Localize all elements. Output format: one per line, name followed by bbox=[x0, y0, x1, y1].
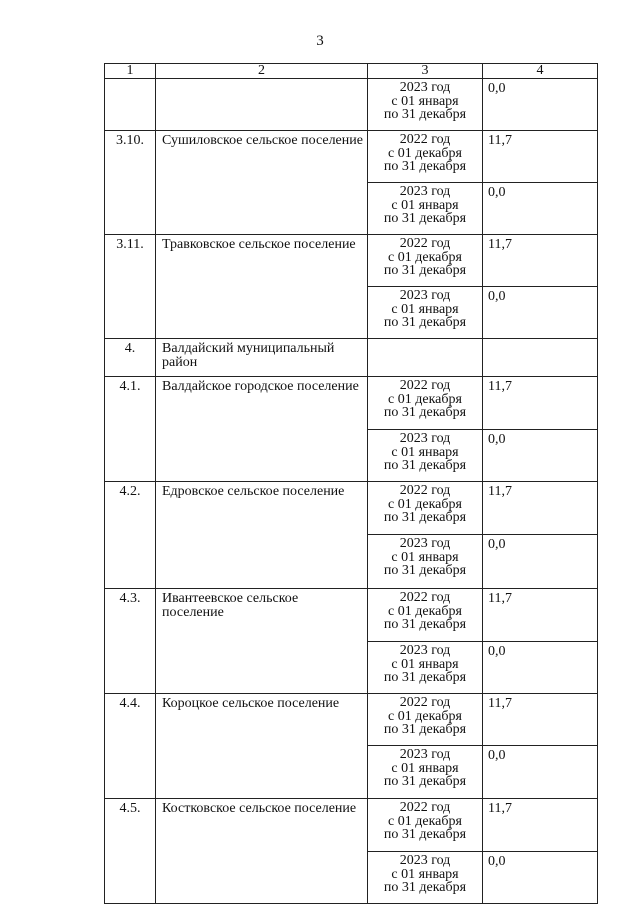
period-from: с 01 января bbox=[391, 93, 459, 109]
period-from: с 01 декабря bbox=[388, 391, 462, 407]
period-year: 2022 год bbox=[399, 378, 451, 393]
table-row bbox=[105, 799, 598, 852]
column-header: 2 bbox=[156, 64, 368, 79]
period-cell bbox=[368, 694, 483, 746]
row-name: Сушиловское сельское поселение bbox=[156, 131, 368, 235]
period-to: по 31 декабря bbox=[383, 880, 467, 895]
period-year: 2023 год bbox=[399, 747, 451, 762]
period-year: 2023 год bbox=[399, 184, 451, 199]
value-cell: 11,7 bbox=[483, 799, 598, 852]
period-from: с 01 декабря bbox=[388, 249, 462, 265]
period-year: 2023 год bbox=[399, 536, 451, 551]
period-from: с 01 декабря bbox=[388, 813, 462, 829]
period-to: по 31 декабря bbox=[383, 159, 467, 174]
value-cell: 0,0 bbox=[483, 642, 598, 694]
period-year: 2023 год bbox=[399, 643, 451, 658]
row-number bbox=[105, 79, 156, 131]
row-name: Травковское сельское поселение bbox=[156, 235, 368, 339]
row-name: Костковское сельское поселение bbox=[156, 799, 368, 904]
period-to: по 31 декабря bbox=[383, 617, 467, 632]
period-year: 2023 год bbox=[399, 288, 451, 303]
row-name: Ивантеевское сельское поселение bbox=[156, 589, 368, 694]
period-to: по 31 декабря bbox=[383, 211, 467, 226]
row-name: Валдайское городское поселение bbox=[156, 377, 368, 482]
table-row bbox=[105, 589, 598, 642]
period-cell bbox=[368, 183, 483, 235]
value-cell: 0,0 bbox=[483, 535, 598, 589]
period-year: 2022 год bbox=[399, 236, 451, 251]
row-number: 4. bbox=[105, 339, 156, 377]
value-cell: 11,7 bbox=[483, 482, 598, 535]
period-cell bbox=[368, 482, 483, 535]
period-cell bbox=[368, 852, 483, 904]
period-year: 2022 год bbox=[399, 590, 451, 605]
period-from: с 01 декабря bbox=[388, 708, 462, 724]
period-to: по 31 декабря bbox=[383, 458, 467, 473]
period-cell bbox=[368, 430, 483, 482]
table-row bbox=[105, 131, 598, 183]
period-cell bbox=[368, 746, 483, 799]
row-name: Валдайский муниципальный район bbox=[156, 339, 368, 377]
row-number: 4.5. bbox=[105, 799, 156, 904]
period-from: с 01 января bbox=[391, 760, 459, 776]
row-name: Короцкое сельское поселение bbox=[156, 694, 368, 799]
value-cell: 0,0 bbox=[483, 852, 598, 904]
period-cell bbox=[368, 339, 483, 377]
value-cell: 11,7 bbox=[483, 235, 598, 287]
period-to: по 31 декабря bbox=[383, 315, 467, 330]
period-year: 2023 год bbox=[399, 80, 451, 95]
row-number: 3.11. bbox=[105, 235, 156, 339]
row-number: 3.10. bbox=[105, 131, 156, 235]
row-number: 4.3. bbox=[105, 589, 156, 694]
value-cell: 11,7 bbox=[483, 377, 598, 430]
period-to: по 31 декабря bbox=[383, 827, 467, 842]
table-row bbox=[105, 694, 598, 746]
period-to: по 31 декабря bbox=[383, 670, 467, 685]
period-from: с 01 января bbox=[391, 866, 459, 882]
period-year: 2022 год bbox=[399, 695, 451, 710]
table-row bbox=[105, 79, 598, 131]
value-cell: 0,0 bbox=[483, 79, 598, 131]
period-from: с 01 декабря bbox=[388, 496, 462, 512]
period-cell bbox=[368, 799, 483, 852]
period-cell bbox=[368, 377, 483, 430]
column-header: 1 bbox=[105, 64, 156, 79]
period-cell bbox=[368, 79, 483, 131]
period-from: с 01 декабря bbox=[388, 145, 462, 161]
row-number: 4.4. bbox=[105, 694, 156, 799]
period-year: 2022 год bbox=[399, 132, 451, 147]
value-cell: 11,7 bbox=[483, 589, 598, 642]
period-to: по 31 декабря bbox=[383, 510, 467, 525]
period-to: по 31 декабря bbox=[383, 722, 467, 737]
period-cell bbox=[368, 589, 483, 642]
period-to: по 31 декабря bbox=[383, 107, 467, 122]
value-cell: 11,7 bbox=[483, 694, 598, 746]
row-number: 4.1. bbox=[105, 377, 156, 482]
period-from: с 01 января bbox=[391, 444, 459, 460]
row-number: 4.2. bbox=[105, 482, 156, 589]
period-to: по 31 декабря bbox=[383, 405, 467, 420]
period-cell bbox=[368, 535, 483, 589]
value-cell: 11,7 bbox=[483, 131, 598, 183]
table-row bbox=[105, 235, 598, 287]
value-cell: 0,0 bbox=[483, 430, 598, 482]
column-header: 3 bbox=[368, 64, 483, 79]
row-name bbox=[156, 79, 368, 131]
table-header-row bbox=[105, 64, 598, 79]
period-year: 2022 год bbox=[399, 483, 451, 498]
period-year: 2022 год bbox=[399, 800, 451, 815]
period-cell bbox=[368, 642, 483, 694]
period-cell bbox=[368, 131, 483, 183]
period-to: по 31 декабря bbox=[383, 563, 467, 578]
period-to: по 31 декабря bbox=[383, 774, 467, 789]
period-from: с 01 января bbox=[391, 549, 459, 565]
value-cell: 0,0 bbox=[483, 287, 598, 339]
value-cell bbox=[483, 339, 598, 377]
row-name: Едровское сельское поселение bbox=[156, 482, 368, 589]
period-year: 2023 год bbox=[399, 853, 451, 868]
period-year: 2023 год bbox=[399, 431, 451, 446]
table-row bbox=[105, 482, 598, 535]
period-cell bbox=[368, 287, 483, 339]
value-cell: 0,0 bbox=[483, 746, 598, 799]
period-from: с 01 декабря bbox=[388, 603, 462, 619]
period-cell bbox=[368, 235, 483, 287]
period-from: с 01 января bbox=[391, 301, 459, 317]
table-row bbox=[105, 339, 598, 377]
tariff-table bbox=[104, 63, 598, 904]
period-from: с 01 января bbox=[391, 197, 459, 213]
column-header: 4 bbox=[483, 64, 598, 79]
value-cell: 0,0 bbox=[483, 183, 598, 235]
period-from: с 01 января bbox=[391, 656, 459, 672]
page-number: 3 bbox=[316, 33, 324, 49]
table-row bbox=[105, 377, 598, 430]
period-to: по 31 декабря bbox=[383, 263, 467, 278]
